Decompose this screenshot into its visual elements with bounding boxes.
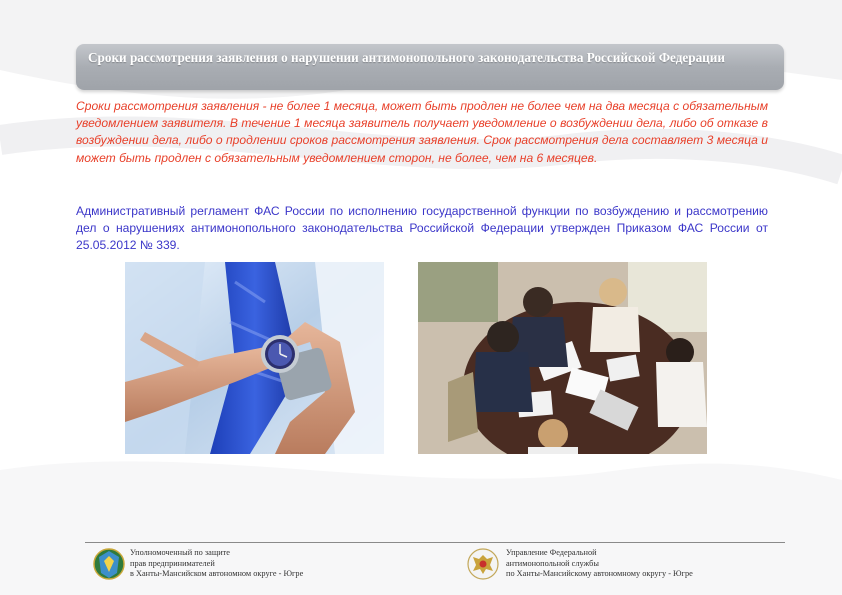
footer-right-line-3: по Ханты-Мансийскому автономному округу - Югре — [506, 569, 693, 579]
footer-left-organization — [93, 547, 393, 587]
footer-right-line-1: Управление Федеральной — [506, 548, 597, 557]
footer-divider — [85, 542, 785, 543]
footer-left-line-1: Уполномоченный по защите — [130, 548, 230, 557]
footer-right-line-2: антимонопольной службы — [506, 558, 599, 568]
wristwatch-photo — [125, 262, 384, 454]
coat-of-arms-emblem-icon — [93, 547, 125, 581]
footer-left-line-2: прав предпринимателей — [130, 558, 215, 568]
review-terms-paragraph: Сроки рассмотрения заявления - не более 1 месяца, может быть продлен не более чем на два месяца с обязательным уведомлением заявителя. В течение 1 месяца заявитель получает уведомление о возбуждении дела, либо об отказе в возбуждении дела, либо о продлении сроков рассмотрения заявления. Срок рассмотрения дела составляет 3 месяца и может быть продлен с обязательным уведомлением сторон, не более, чем на 6 месяцев. — [76, 99, 768, 165]
footer-left-text — [130, 548, 303, 580]
footer-right-text — [506, 548, 693, 580]
footer-left-line-3: в Ханты-Мансийском автономном округе - Югре — [130, 569, 304, 579]
regulation-paragraph: Административный регламент ФАС России по исполнению государственной функции по возбуждению и рассмотрению дел о нарушениях антимонопольного законодательства Российской Федерации утвержден Приказом ФАС России от 25.05.2012 № 339. — [76, 204, 768, 253]
business-meeting-photo — [418, 262, 707, 454]
footer-right-organization — [467, 547, 787, 587]
slide-title-bar — [76, 44, 784, 90]
fas-eagle-emblem-icon — [467, 547, 499, 581]
slide-title: Сроки рассмотрения заявления о нарушении антимонопольного законодательства Российской Федерации — [88, 50, 725, 65]
